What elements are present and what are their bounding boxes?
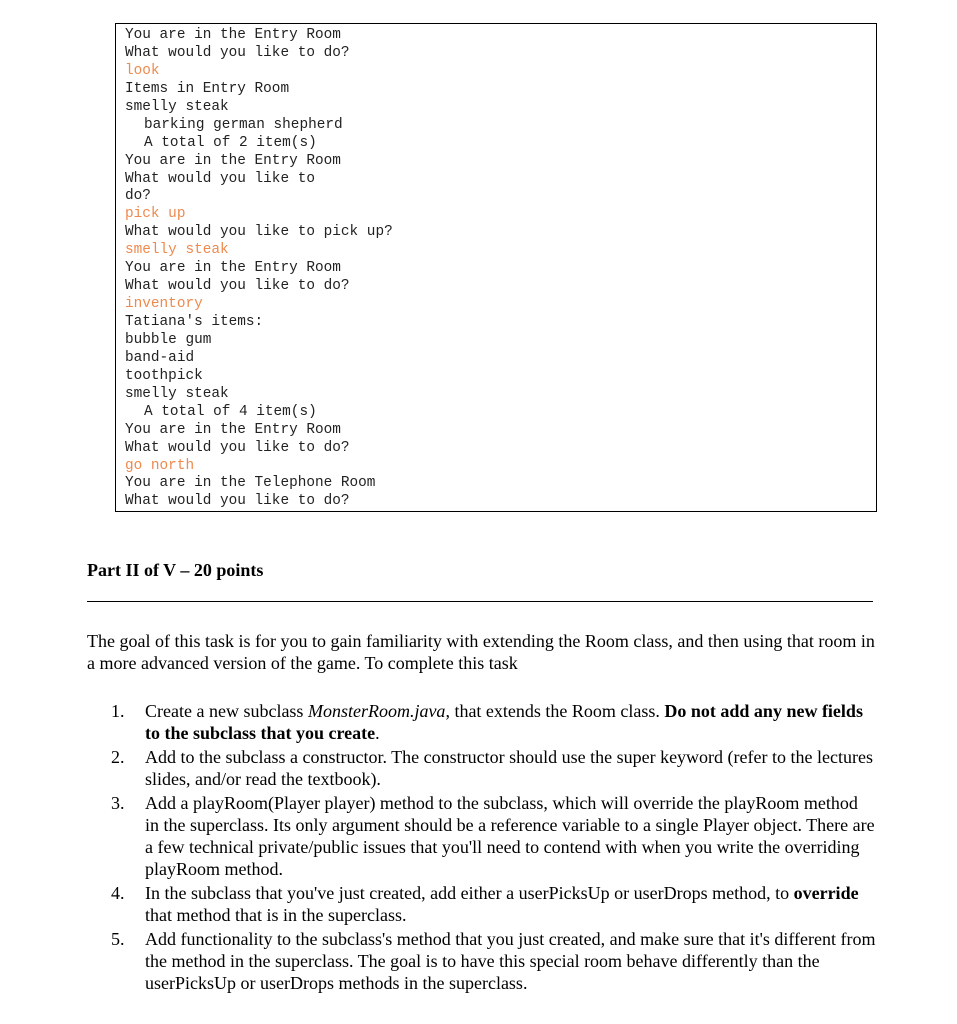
console-output-line: smelly steak (125, 98, 229, 115)
task-item (111, 928, 876, 994)
task-list (111, 700, 876, 996)
console-output-line: A total of 4 item(s) (144, 403, 317, 420)
text-run: , that extends the Room class. (445, 701, 665, 721)
console-output-line: What would you like to (125, 170, 315, 187)
task-number: 5. (111, 929, 125, 949)
console-output-line: toothpick (125, 367, 203, 384)
text-run: Add a playRoom(Player player) method to the subclass, which will override the playRoom method in the superclass. Its only argument should be a reference variable to a single Player object. There are a few technical private/public issues that you'll need to contend with when you write the overriding playRoom method. (145, 793, 875, 879)
console-output-line: What would you like to pick up? (125, 224, 393, 241)
emphasis-bold: override (793, 883, 859, 903)
console-output-line: Items in Entry Room (125, 80, 290, 97)
console-output-line: Tatiana's items: (125, 314, 264, 330)
task-number: 2. (111, 747, 125, 767)
task-number: 4. (111, 883, 125, 903)
console-user-input: inventory (125, 296, 203, 313)
task-text (145, 792, 876, 880)
console-output-line: do? (125, 188, 151, 205)
console-output-line: smelly steak (125, 385, 229, 402)
text-run: Add functionality to the subclass's method that you just created, and make sure that it's different from the method in the superclass. The goal is to have this special room behave differently than the userPicksUp or userDrops methods in the superclass. (145, 929, 876, 993)
console-output-line: band-aid (125, 349, 195, 366)
emphasis-italic: MonsterRoom.java (307, 701, 446, 721)
console-output-line: You are in the Entry Room (125, 260, 341, 277)
console-output-line: You are in the Telephone Room (125, 475, 376, 492)
console-output-line: barking german shepherd (144, 116, 343, 133)
task-item (111, 700, 876, 744)
section-heading: Part II of V – 20 points (87, 560, 264, 580)
console-output-line: What would you like to do? (125, 44, 350, 61)
task-number: 3. (111, 793, 125, 813)
intro-paragraph: The goal of this task is for you to gain familiarity with extending the Room class, and then using that room in a more advanced version of the game. To complete this task (87, 631, 875, 673)
console-output-line: You are in the Entry Room (125, 152, 341, 169)
console-output-line: What would you like to do? (125, 493, 350, 510)
console-output-line: What would you like to do? (125, 439, 350, 456)
task-text (145, 746, 876, 790)
task-text (145, 882, 876, 926)
task-item (111, 746, 876, 790)
task-text (145, 700, 876, 744)
text-run: . (375, 723, 380, 743)
console-user-input: smelly steak (125, 242, 229, 259)
text-run: Add to the subclass a constructor. The constructor should use the super keyword (refer to the lectures slides, and/or read the textbook). (145, 747, 873, 789)
task-text (145, 928, 876, 994)
console-transcript (115, 23, 877, 512)
text-run: Create a new subclass (145, 701, 308, 721)
task-number: 1. (111, 701, 125, 721)
task-item (111, 882, 876, 926)
emphasis-bold: Do not add any new fields to the subclass that you create (145, 701, 863, 743)
console-user-input: pick up (125, 206, 186, 223)
console-output-line: You are in the Entry Room (125, 421, 341, 438)
console-output-line: You are in the Entry Room (125, 27, 341, 43)
task-item (111, 792, 876, 880)
text-run: In the subclass that you've just created, add either a userPicksUp or userDrops method, to (145, 883, 794, 903)
console-output-line: What would you like to do? (125, 278, 350, 295)
text-run: that method that is in the superclass. (145, 905, 407, 925)
section-divider (87, 601, 873, 602)
console-user-input: look (125, 62, 160, 79)
console-output-line: bubble gum (125, 331, 212, 348)
console-user-input: go north (125, 457, 195, 474)
console-output-line: A total of 2 item(s) (144, 134, 317, 151)
